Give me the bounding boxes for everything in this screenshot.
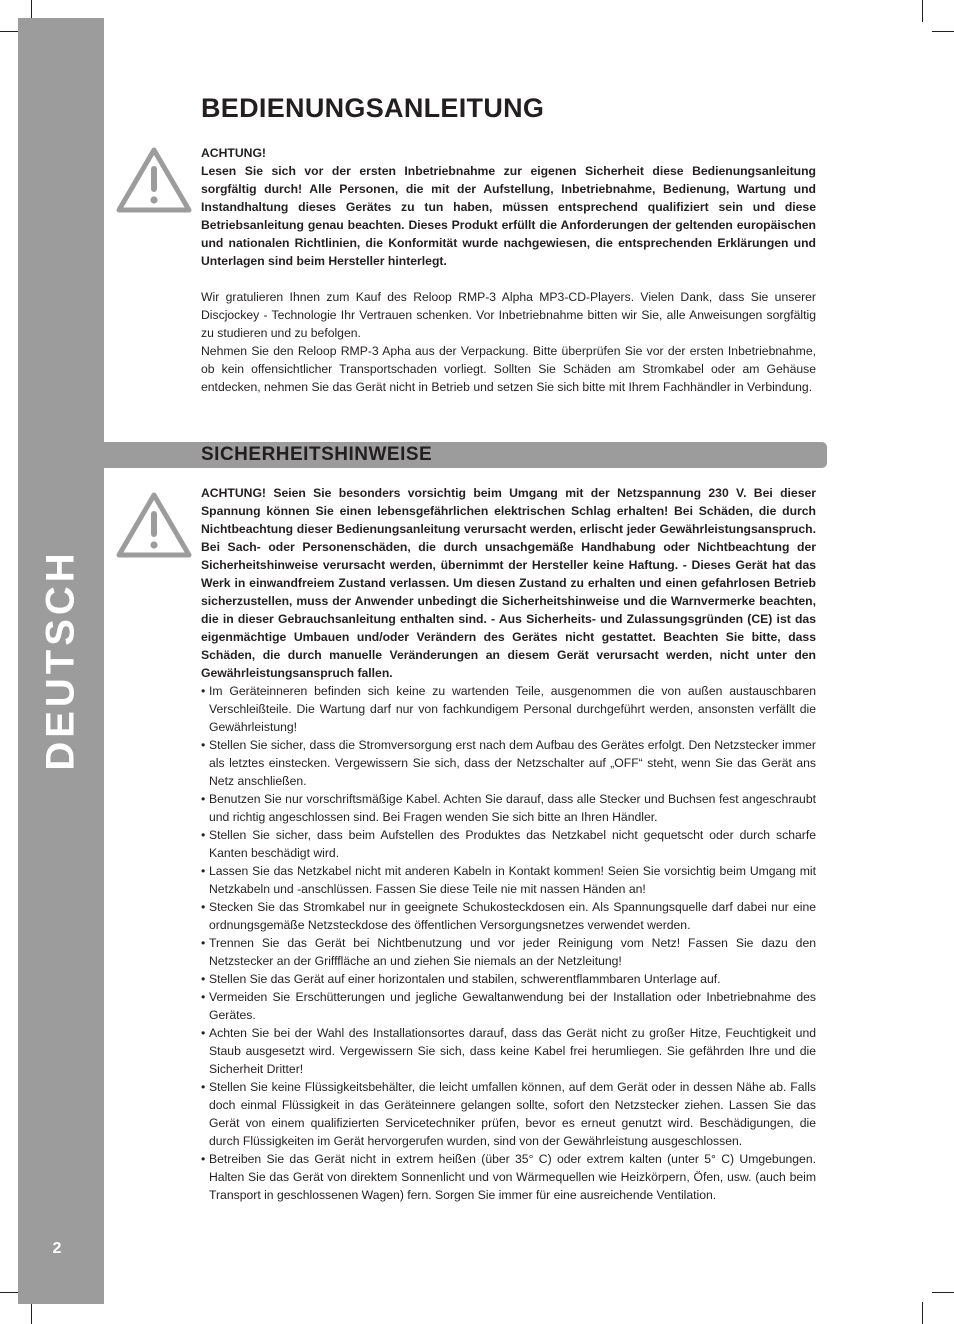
- section-title: SICHERHEITSHINWEISE: [201, 444, 433, 465]
- safety-list: [201, 682, 816, 1204]
- bullet: •: [201, 1080, 206, 1094]
- warning-paragraph: Lesen Sie sich vor der ersten Inbetriebnahme zur eigenen Sicherheit diese Bedienungsanleitung sorgfältig durch! Alle Personen, die mit der Aufstellung, Inbetriebnahme, Bedienung, Wartung und Instandhaltung dieses Gerätes zu tun haben, müssen entsprechend qualifiziert sein und diese Betriebsanleitung genau beachten. Dieses Produkt erfüllt die Anforderungen der geltenden europäischen und nationalen Richtlinien, die Konformität wurde nachgewiesen, die entsprechenden Erklärungen und Unterlagen sind beim Hersteller hinterlegt.: [201, 164, 816, 268]
- list-item: • Betreiben Sie das Gerät nicht in extrem heißen (über 35° C) oder extrem kalten (unter 5° C) Umgebungen. Halten Sie das Gerät von direktem Sonnenlicht und von Wärmequellen wie Heizkörpern, Öfen, usw. (auch beim Transport in geschlossenen Wagen) fern. Sorgen Sie immer für eine ausreichende Ventilation.: [201, 1152, 816, 1202]
- crop-mark: [922, 0, 923, 22]
- safety-section: [201, 484, 816, 1204]
- list-item: • Trennen Sie das Gerät bei Nichtbenutzung und vor jeder Reinigung vom Netz! Fassen Sie dazu den Netzstecker an der Grifffläche an und ziehen Sie niemals an der Netzleitung!: [201, 936, 816, 968]
- list-item: • Stellen Sie sicher, dass beim Aufstellen des Produktes das Netzkabel nicht gequetscht oder durch scharfe Kanten beschädigt wird.: [201, 828, 816, 860]
- list-item: • Im Geräteinneren befinden sich keine zu wartenden Teile, ausgenommen die von außen austauschbaren Verschleißteile. Die Wartung darf nur von fachkundigem Personal durchgeführt werden, ansonsten verfällt die Gewährleistung!: [201, 684, 816, 734]
- warning-icon: [116, 146, 192, 214]
- bullet: •: [201, 828, 206, 842]
- safety-warning-paragraph: ACHTUNG! Seien Sie besonders vorsichtig beim Umgang mit der Netzspannung 230 V. Bei dieser Spannung können Sie einen lebensgefährlichen elektrischen Schlag erhalten! Bei Schäden, die durch Nichtbeachtung dieser Bedienungsanleitung verursacht werden, erlischt jeder Gewährleistungsanspruch. Bei Sach- oder Personenschäden, die durch unsachgemäße Handhabung oder Nichtbeachtung der Sicherheitshinweise verursacht werden, übernimmt der Hersteller keine Haftung. - Dieses Gerät hat das Werk in einwandfreiem Zustand verlassen. Um diesen Zustand zu erhalten und einen gefahrlosen Betrieb sicherzustellen, muss der Anwender unbedingt die Sicherheitshinweise und die Warnvermerke beachten, die in dieser Gebrauchsanleitung enthalten sind. - Aus Sicherheits- und Zulassungsgründen (CE) ist das eigenmächtige Umbauen und/oder Verändern des Gerätes nicht gestattet. Beachten Sie bitte, dass Schäden, die durch manuelle Veränderungen an diesem Gerät verursacht werden, nicht unter den Gewährleistungsanspruch fallen.: [201, 486, 816, 680]
- list-item: • Vermeiden Sie Erschütterungen und jegliche Gewaltanwendung bei der Installation oder Inbetriebnahme des Gerätes.: [201, 990, 816, 1022]
- bullet: •: [201, 1026, 206, 1040]
- bullet: •: [201, 864, 206, 878]
- warning-icon: [116, 491, 192, 559]
- bullet: •: [201, 936, 206, 950]
- list-item: • Achten Sie bei der Wahl des Installationsortes darauf, dass das Gerät nicht zu großer Hitze, Feuchtigkeit und Staub ausgesetzt wird. Vergewissern Sie sich, dass keine Kabel frei herumliegen. Sie gefährden Ihre und die Sicherheit Dritter!: [201, 1026, 816, 1076]
- bullet: •: [201, 738, 206, 752]
- list-item: • Stellen Sie keine Flüssigkeitsbehälter, die leicht umfallen können, auf dem Gerät oder in dessen Nähe ab. Falls doch einmal Flüssigkeit in das Geräteinnere gelangen sollte, sofort den Netzstecker ziehen. Lassen Sie das Gerät von einem qualifizierten Servicetechniker prüfen, bevor es erneut genutzt wird. Beschädigungen, die durch Flüssigkeiten im Gerät hervorgerufen wurden, sind von der Gewährleistung ausgeschlossen.: [201, 1080, 816, 1148]
- page-title: BEDIENUNGSANLEITUNG: [201, 93, 545, 123]
- list-item: • Stecken Sie das Stromkabel nur in geeignete Schukosteckdosen ein. Als Spannungsquelle darf dabei nur eine ordnungsgemäße Netzsteckdose des öffentlichen Versorgungsnetzes verwendet werden.: [201, 900, 816, 932]
- intro-section: [201, 144, 816, 396]
- bullet: •: [201, 684, 206, 698]
- list-item: • Benutzen Sie nur vorschriftsmäßige Kabel. Achten Sie darauf, dass alle Stecker und Buchsen fest angeschraubt und richtig angeschlossen sind. Bei Fragen wenden Sie sich bitte an Ihren Händler.: [201, 792, 816, 824]
- list-item: • Stellen Sie das Gerät auf einer horizontalen und stabilen, schwerentflammbaren Unterlage auf.: [201, 972, 721, 986]
- language-label: DEUTSCH: [38, 549, 83, 771]
- unpacking-paragraph: Nehmen Sie den Reloop RMP-3 Apha aus der Verpackung. Bitte überprüfen Sie vor der ersten Inbetriebnahme, ob kein offensichtlicher Transportschaden vorliegt. Sollten Sie Schäden am Stromkabel oder am Gehäuse entdecken, nehmen Sie das Gerät nicht in Betrieb und setzen Sie sich bitte mit Ihrem Fachhändler in Verbindung.: [201, 344, 816, 394]
- bullet: •: [201, 972, 206, 986]
- crop-mark: [932, 1292, 954, 1293]
- crop-mark: [932, 31, 954, 32]
- bullet: •: [201, 1152, 206, 1166]
- crop-mark: [922, 1302, 923, 1324]
- bullet: •: [201, 990, 206, 1004]
- bullet: •: [201, 792, 206, 806]
- bullet: •: [201, 900, 206, 914]
- page-number: 2: [52, 1240, 62, 1257]
- intro-paragraph: Wir gratulieren Ihnen zum Kauf des Reloop RMP-3 Alpha MP3-CD-Players. Vielen Dank, dass Sie unserer Discjockey - Technologie Ihr Vertrauen schenken. Vor Inbetriebnahme bitten wir Sie, alle Anweisungen sorgfältig zu studieren und zu befolgen.: [201, 290, 816, 340]
- list-item: • Stellen Sie sicher, dass die Stromversorgung erst nach dem Aufbau des Gerätes erfolgt. Den Netzstecker immer als letztes einstecken. Vergewissern Sie sich, dass der Netzschalter auf „OFF“ steht, wenn Sie das Gerät ans Netz anschließen.: [201, 738, 816, 788]
- warning-heading: ACHTUNG!: [201, 146, 266, 160]
- list-item: • Lassen Sie das Netzkabel nicht mit anderen Kabeln in Kontakt kommen! Seien Sie vorsichtig beim Umgang mit Netzkabeln und -anschlüssen. Fassen Sie diese Teile nie mit nassen Händen an!: [201, 864, 816, 896]
